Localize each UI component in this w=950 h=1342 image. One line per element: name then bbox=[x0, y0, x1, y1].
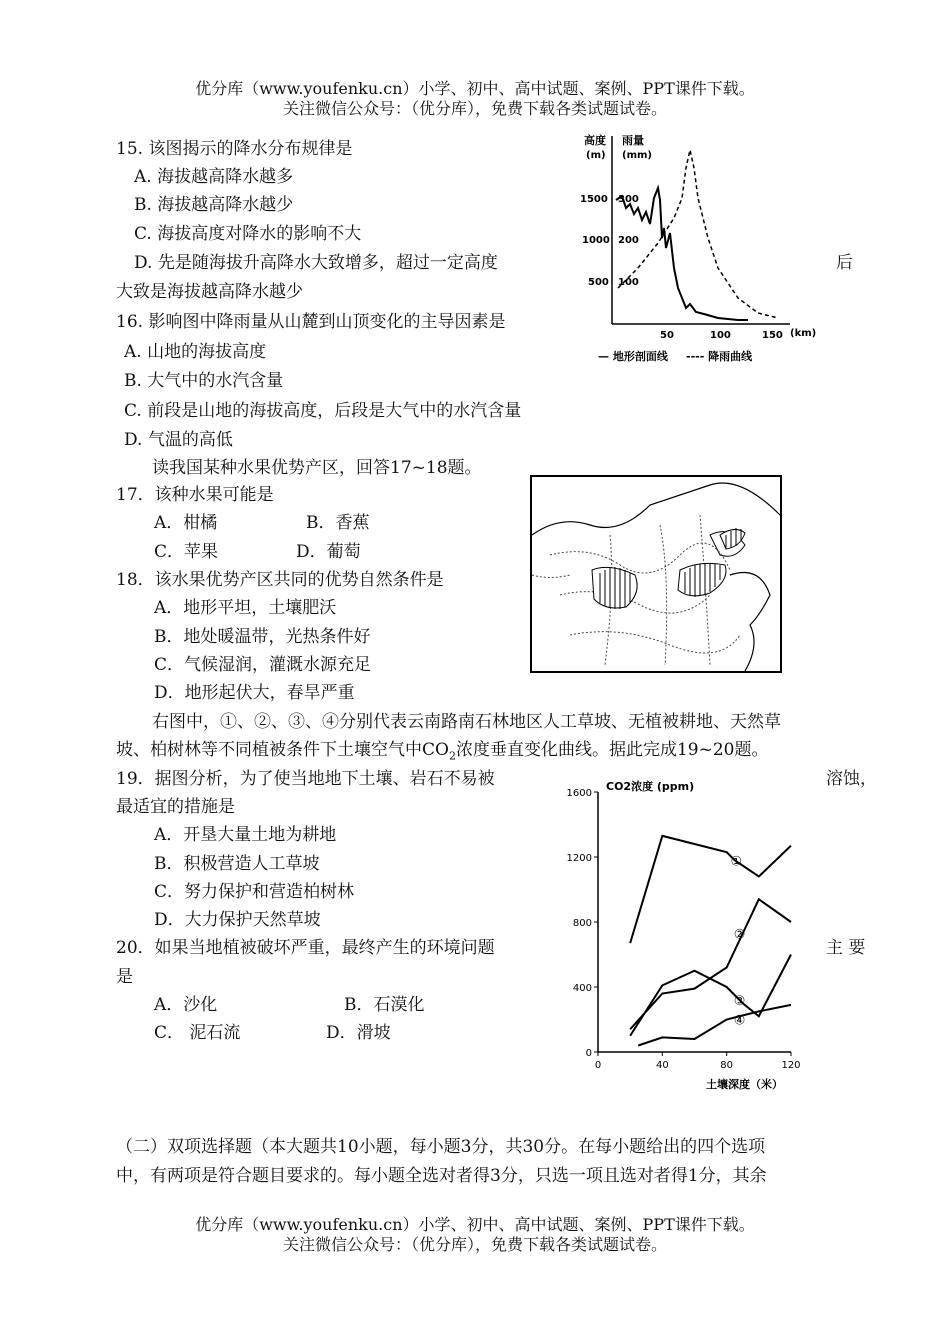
fruit-region-map bbox=[530, 475, 782, 673]
map-frame bbox=[531, 476, 781, 672]
q16-option-a: A. 山地的海拔高度 bbox=[124, 342, 267, 362]
q20-stem-cont: 主 要 bbox=[826, 938, 866, 958]
co2-ytick-label: 1200 bbox=[566, 853, 592, 864]
co2-xtick-label: 0 bbox=[594, 1060, 602, 1071]
page-header-line1: 优分库（www.youfenku.cn）小学、初中、高中试题、案例、PPT课件下载。 bbox=[195, 79, 755, 98]
co2-ytick-label: 800 bbox=[572, 918, 592, 929]
rain-yunit-left: (m) bbox=[586, 150, 606, 161]
page-footer-line1: 优分库（www.youfenku.cn）小学、初中、高中试题、案例、PPT课件下载。 bbox=[195, 1215, 755, 1234]
q19-stem: 19．据图分析，为了使当地地下土壤、岩石不易被 bbox=[116, 769, 495, 789]
q17-option-d: D．葡萄 bbox=[296, 542, 361, 562]
q18-option-c: C．气候湿润，灌溉水源充足 bbox=[154, 655, 372, 675]
co2-ytick-label: 400 bbox=[572, 983, 592, 994]
rainfall-terrain-figure bbox=[578, 128, 818, 368]
rain-xtick-50: 50 bbox=[660, 330, 674, 341]
q20-option-d: D．滑坡 bbox=[326, 1023, 391, 1043]
rain-ytick-100: 100 bbox=[618, 277, 639, 288]
terrain-profile-line bbox=[616, 188, 748, 320]
rain-xtick-150: 150 bbox=[762, 330, 783, 341]
co2-xtick-label: 120 bbox=[781, 1060, 801, 1071]
intro-19-20-line2: 坡、柏树林等不同植被条件下土壤空气中$CO_2$浓度垂直变化曲线。据此完成19~20题。 bbox=[116, 740, 769, 763]
q18-option-b: B．地处暖温带，光热条件好 bbox=[154, 627, 371, 647]
co2-series-label-1: ① bbox=[730, 854, 743, 870]
co2-series-group bbox=[630, 836, 791, 1046]
hatched-region-west bbox=[592, 567, 637, 609]
rain-xtick-100: 100 bbox=[710, 330, 731, 341]
rain-ytitle-right: 雨量 bbox=[622, 134, 644, 147]
q19-option-b: B．积极营造人工草坡 bbox=[154, 854, 320, 874]
q16-stem: 16. 影响图中降雨量从山麓到山顶变化的主导因素是 bbox=[116, 312, 506, 332]
q19-stem-cont: 溶蚀， bbox=[826, 769, 877, 789]
co2-ytick-label: 1600 bbox=[566, 788, 592, 799]
co2-series-label-3: ③ bbox=[733, 994, 746, 1010]
co2-chart bbox=[556, 776, 806, 1098]
co2-ytick-label: 0 bbox=[585, 1048, 592, 1059]
rain-ytick-1000: 1000 bbox=[582, 235, 610, 246]
q18-option-d: D．地形起伏大，春旱严重 bbox=[154, 683, 355, 703]
co2-series-label-2: ② bbox=[733, 927, 746, 943]
rain-ytick-200: 200 bbox=[618, 235, 639, 246]
q15-option-a: A. 海拔越高降水越多 bbox=[134, 167, 294, 187]
page-header-line2: 关注微信公众号：（优分库），免费下载各类试题试卷。 bbox=[282, 99, 667, 118]
q17-option-a: A．柑橘 bbox=[154, 513, 218, 533]
q15-option-d-cont: 后 bbox=[836, 253, 853, 273]
rain-ytick-500: 500 bbox=[588, 277, 609, 288]
intro-19-20-line1: 右图中，①、②、③、④分别代表云南路南石林地区人工草坡、无植被耕地、天然草 bbox=[152, 712, 781, 732]
co2-xtick-label: 80 bbox=[720, 1060, 734, 1071]
rainfall-curve bbox=[618, 150, 778, 318]
intro-17-18: 读我国某种水果优势产区，回答17~18题。 bbox=[152, 458, 482, 478]
q17-stem: 17．该种水果可能是 bbox=[116, 485, 274, 505]
q20-option-a: A．沙化 bbox=[154, 995, 218, 1015]
section2-line1: （二）双项选择题（本大题共10小题，每小题3分，共30分。在每小题给出的四个选项 bbox=[116, 1137, 766, 1157]
rain-xunit: (km) bbox=[790, 328, 817, 339]
q17-option-c: C．苹果 bbox=[154, 542, 219, 562]
co2-series-line-1 bbox=[630, 836, 791, 943]
q20-option-b: B．石漠化 bbox=[344, 995, 425, 1015]
page-footer-line2: 关注微信公众号：（优分库），免费下载各类试题试卷。 bbox=[282, 1235, 667, 1254]
co2-series-line-4 bbox=[638, 1005, 791, 1046]
q19-option-d: D．大力保护天然草坡 bbox=[154, 910, 321, 930]
q16-option-b: B. 大气中的水汽含量 bbox=[124, 371, 284, 391]
legend-terrain: — 地形剖面线 bbox=[598, 350, 668, 363]
co2-xtick-label: 40 bbox=[655, 1060, 669, 1071]
co2-xlabel: 土壤深度（米） bbox=[706, 1078, 783, 1091]
q20-stem-line2: 是 bbox=[116, 967, 133, 987]
q16-option-c: C. 前段是山地的海拔高度，后段是大气中的水汽含量 bbox=[124, 401, 522, 421]
q20-stem: 20．如果当地植被破坏严重，最终产生的环境问题 bbox=[116, 938, 495, 958]
rain-ytick-300: 300 bbox=[618, 194, 639, 205]
q18-stem: 18．该水果优势产区共同的优势自然条件是 bbox=[116, 570, 444, 590]
q19-stem-line2: 最适宜的措施是 bbox=[116, 797, 235, 817]
rain-ytick-1500: 1500 bbox=[580, 194, 608, 205]
rain-ytitle-left: 高度 bbox=[584, 134, 606, 147]
q18-option-a: A．地形平坦，土壤肥沃 bbox=[154, 598, 337, 618]
co2-series-line-3 bbox=[630, 955, 791, 1036]
q19-option-a: A．开垦大量土地为耕地 bbox=[154, 825, 337, 845]
q15-stem: 15. 该图揭示的降水分布规律是 bbox=[116, 139, 353, 159]
section2-line2: 中，有两项是符合题目要求的。每小题全选对者得3分，只选一项且选对者得1分，其余 bbox=[116, 1166, 767, 1186]
q19-option-c: C．努力保护和营造柏树林 bbox=[154, 882, 355, 902]
legend-rainfall: ---- 降雨曲线 bbox=[686, 350, 753, 363]
q15-option-c: C. 海拔高度对降水的影响不大 bbox=[134, 224, 362, 244]
q17-option-b: B．香蕉 bbox=[306, 513, 370, 533]
q15-option-d: D. 先是随海拔升高降水大致增多，超过一定高度 bbox=[134, 253, 498, 273]
q16-option-d: D. 气温的高低 bbox=[124, 430, 233, 450]
q20-option-c: C． 泥石流 bbox=[154, 1023, 241, 1043]
rain-yunit-right: (mm) bbox=[622, 150, 652, 161]
q15-option-d-line2: 大致是海拔越高降水越少 bbox=[116, 282, 303, 302]
q15-option-b: B. 海拔越高降水越少 bbox=[134, 195, 294, 215]
co2-chart-title: CO2浓度 (ppm) bbox=[606, 780, 695, 793]
co2-axes bbox=[567, 788, 801, 1071]
co2-series-label-4: ④ bbox=[733, 1013, 746, 1029]
